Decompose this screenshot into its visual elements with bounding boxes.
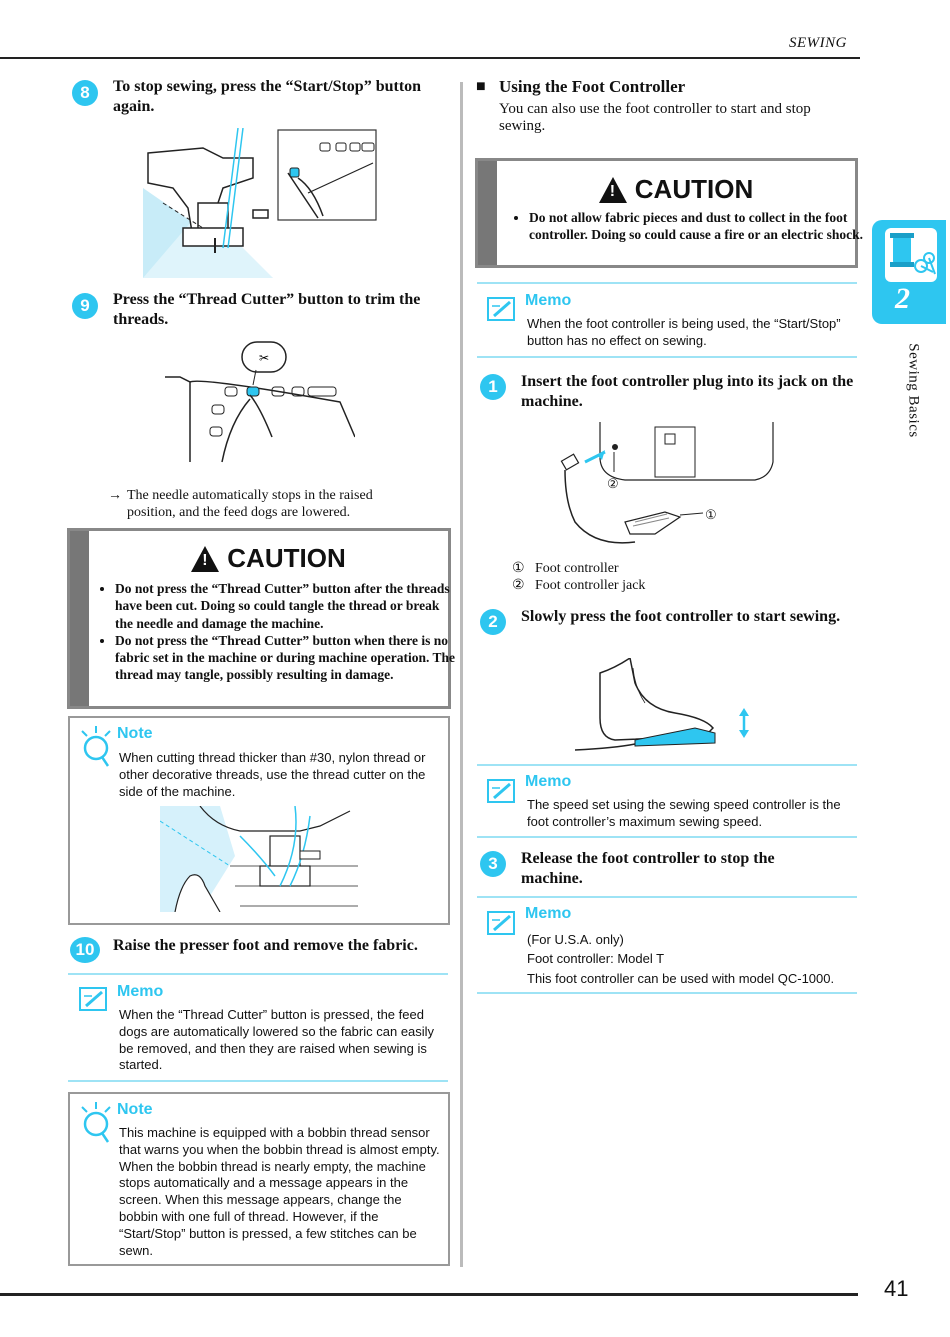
start-stop-illustration [143, 128, 378, 278]
note-label: Note [117, 725, 153, 742]
caution-item: • Do not press the “Thread Cutter” button after the threads have been cut. Doing so could tangle the thread or break the needle and damage the machine. [115, 580, 460, 632]
memo-rule-bottom [477, 356, 857, 358]
note-text: When cutting thread thicker than #30, nylon thread or other decorative threads, use the thread cutter on the side of the machine. [119, 750, 426, 799]
foot-controller-plug-illustration [555, 422, 775, 552]
memo-rule-bottom [477, 836, 857, 838]
caution-item: • Do not press the “Thread Cutter” button when there is no fabric set in the machine or during machine operation. The thread may tangle, possibly resulting in damage. [115, 632, 460, 684]
memo-text: The speed set using the sewing speed controller is the foot controller’s maximum sewing speed. [527, 797, 841, 829]
memo-rule-top [477, 282, 857, 284]
caution-box-foot-controller [475, 158, 863, 268]
step-9-badge: 9 [72, 293, 98, 319]
memo-line: (For U.S.A. only) [527, 932, 624, 947]
callout-2-num: ② [512, 578, 525, 593]
step-2-text: Slowly press the foot controller to start sewing. [521, 608, 841, 625]
memo-label: Memo [525, 905, 572, 922]
chapter-label: Sewing Basics [905, 343, 922, 438]
step-8-badge: 8 [72, 80, 98, 106]
section-marker: ■ [476, 78, 486, 95]
memo-line: Foot controller: Model T [527, 951, 665, 966]
caution-item: • Do not allow fabric pieces and dust to collect in the foot controller. Doing so could cause a fire or an electric shock. [529, 209, 874, 244]
memo-label: Memo [525, 773, 572, 790]
memo-line: This foot controller can be used with model QC-1000. [527, 971, 835, 986]
step-9-result: The needle automatically stops in the raised position, and the feed dogs are lowered. [127, 488, 373, 520]
caution-list [507, 209, 874, 244]
memo-text: When the foot controller is being used, the “Start/Stop” button has no effect on sewing. [527, 316, 841, 348]
section-intro: You can also use the foot controller to start and stop sewing. [499, 101, 811, 134]
step-3-text: Release the foot controller to stop the machine. [521, 850, 775, 887]
memo-rule-top [68, 973, 448, 975]
caution-title: CAUTION [634, 174, 754, 204]
memo-rule-bottom [68, 1080, 448, 1082]
warning-icon: ! [599, 177, 627, 203]
memo-rule-top [477, 896, 857, 898]
memo-pencil-icon [486, 776, 518, 811]
callout-1-marker: ① [705, 507, 717, 522]
memo-label: Memo [525, 292, 572, 309]
memo-pencil-icon [486, 908, 518, 943]
page-number: 41 [884, 1276, 909, 1301]
step-1-badge: 1 [480, 374, 506, 400]
foot-pressing-illustration [575, 658, 760, 758]
warning-icon: ! [191, 546, 219, 572]
note-label: Note [117, 1101, 153, 1118]
note-bulb-icon [78, 1100, 114, 1149]
step-10-text: Raise the presser foot and remove the fabric. [113, 937, 418, 954]
footer-rule [0, 1293, 858, 1296]
caution-title: CAUTION [227, 543, 346, 573]
step-9-text: Press the “Thread Cutter” button to trim the threads. [113, 291, 421, 328]
thread-spool-icon [885, 228, 937, 282]
step-2-badge: 2 [480, 609, 506, 635]
callout-1-num: ① [512, 561, 525, 576]
side-cutter-illustration [160, 806, 358, 912]
callout-1-text: Foot controller [535, 561, 619, 576]
memo-pencil-icon [486, 294, 518, 329]
memo-rule-bottom [477, 992, 857, 994]
thread-cutter-illustration [160, 337, 355, 467]
step-1-text: Insert the foot controller plug into its jack on the machine. [521, 373, 854, 410]
note-bulb-icon [78, 724, 114, 773]
chapter-number: 2 [895, 282, 910, 315]
result-arrow: → [108, 488, 122, 503]
column-divider [460, 82, 463, 1267]
svg-text:✂: ✂ [258, 351, 270, 365]
callout-2-marker: ② [607, 476, 619, 491]
section-header: SEWING [789, 35, 847, 51]
memo-rule-top [477, 764, 857, 766]
memo-label: Memo [117, 983, 164, 1000]
caution-box-thread-cutter [67, 528, 455, 709]
step-8-text: To stop sewing, press the “Start/Stop” button again. [113, 78, 422, 115]
step-10-badge: 10 [70, 937, 100, 963]
header-rule [0, 57, 860, 59]
step-3-badge: 3 [480, 851, 506, 877]
memo-pencil-icon [78, 984, 110, 1019]
caution-list [93, 580, 460, 684]
section-title: Using the Foot Controller [499, 77, 686, 96]
memo-text: When the “Thread Cutter” button is pressed, the feed dogs are automatically lowered so the fabric can easily be removed, and then they are raised when sewing is started. [119, 1007, 435, 1073]
note-text: This machine is equipped with a bobbin thread sensor that warns you when the bobbin thread is almost empty. When the bobbin thread is nearly empty, the machine stops automatically and a message appears in the screen. When this message appears, change the bobbin with one full of thread. However, if the “Start/Stop” button is pressed, a few stitches can be sewn. [119, 1125, 440, 1258]
callout-2-text: Foot controller jack [535, 578, 646, 593]
